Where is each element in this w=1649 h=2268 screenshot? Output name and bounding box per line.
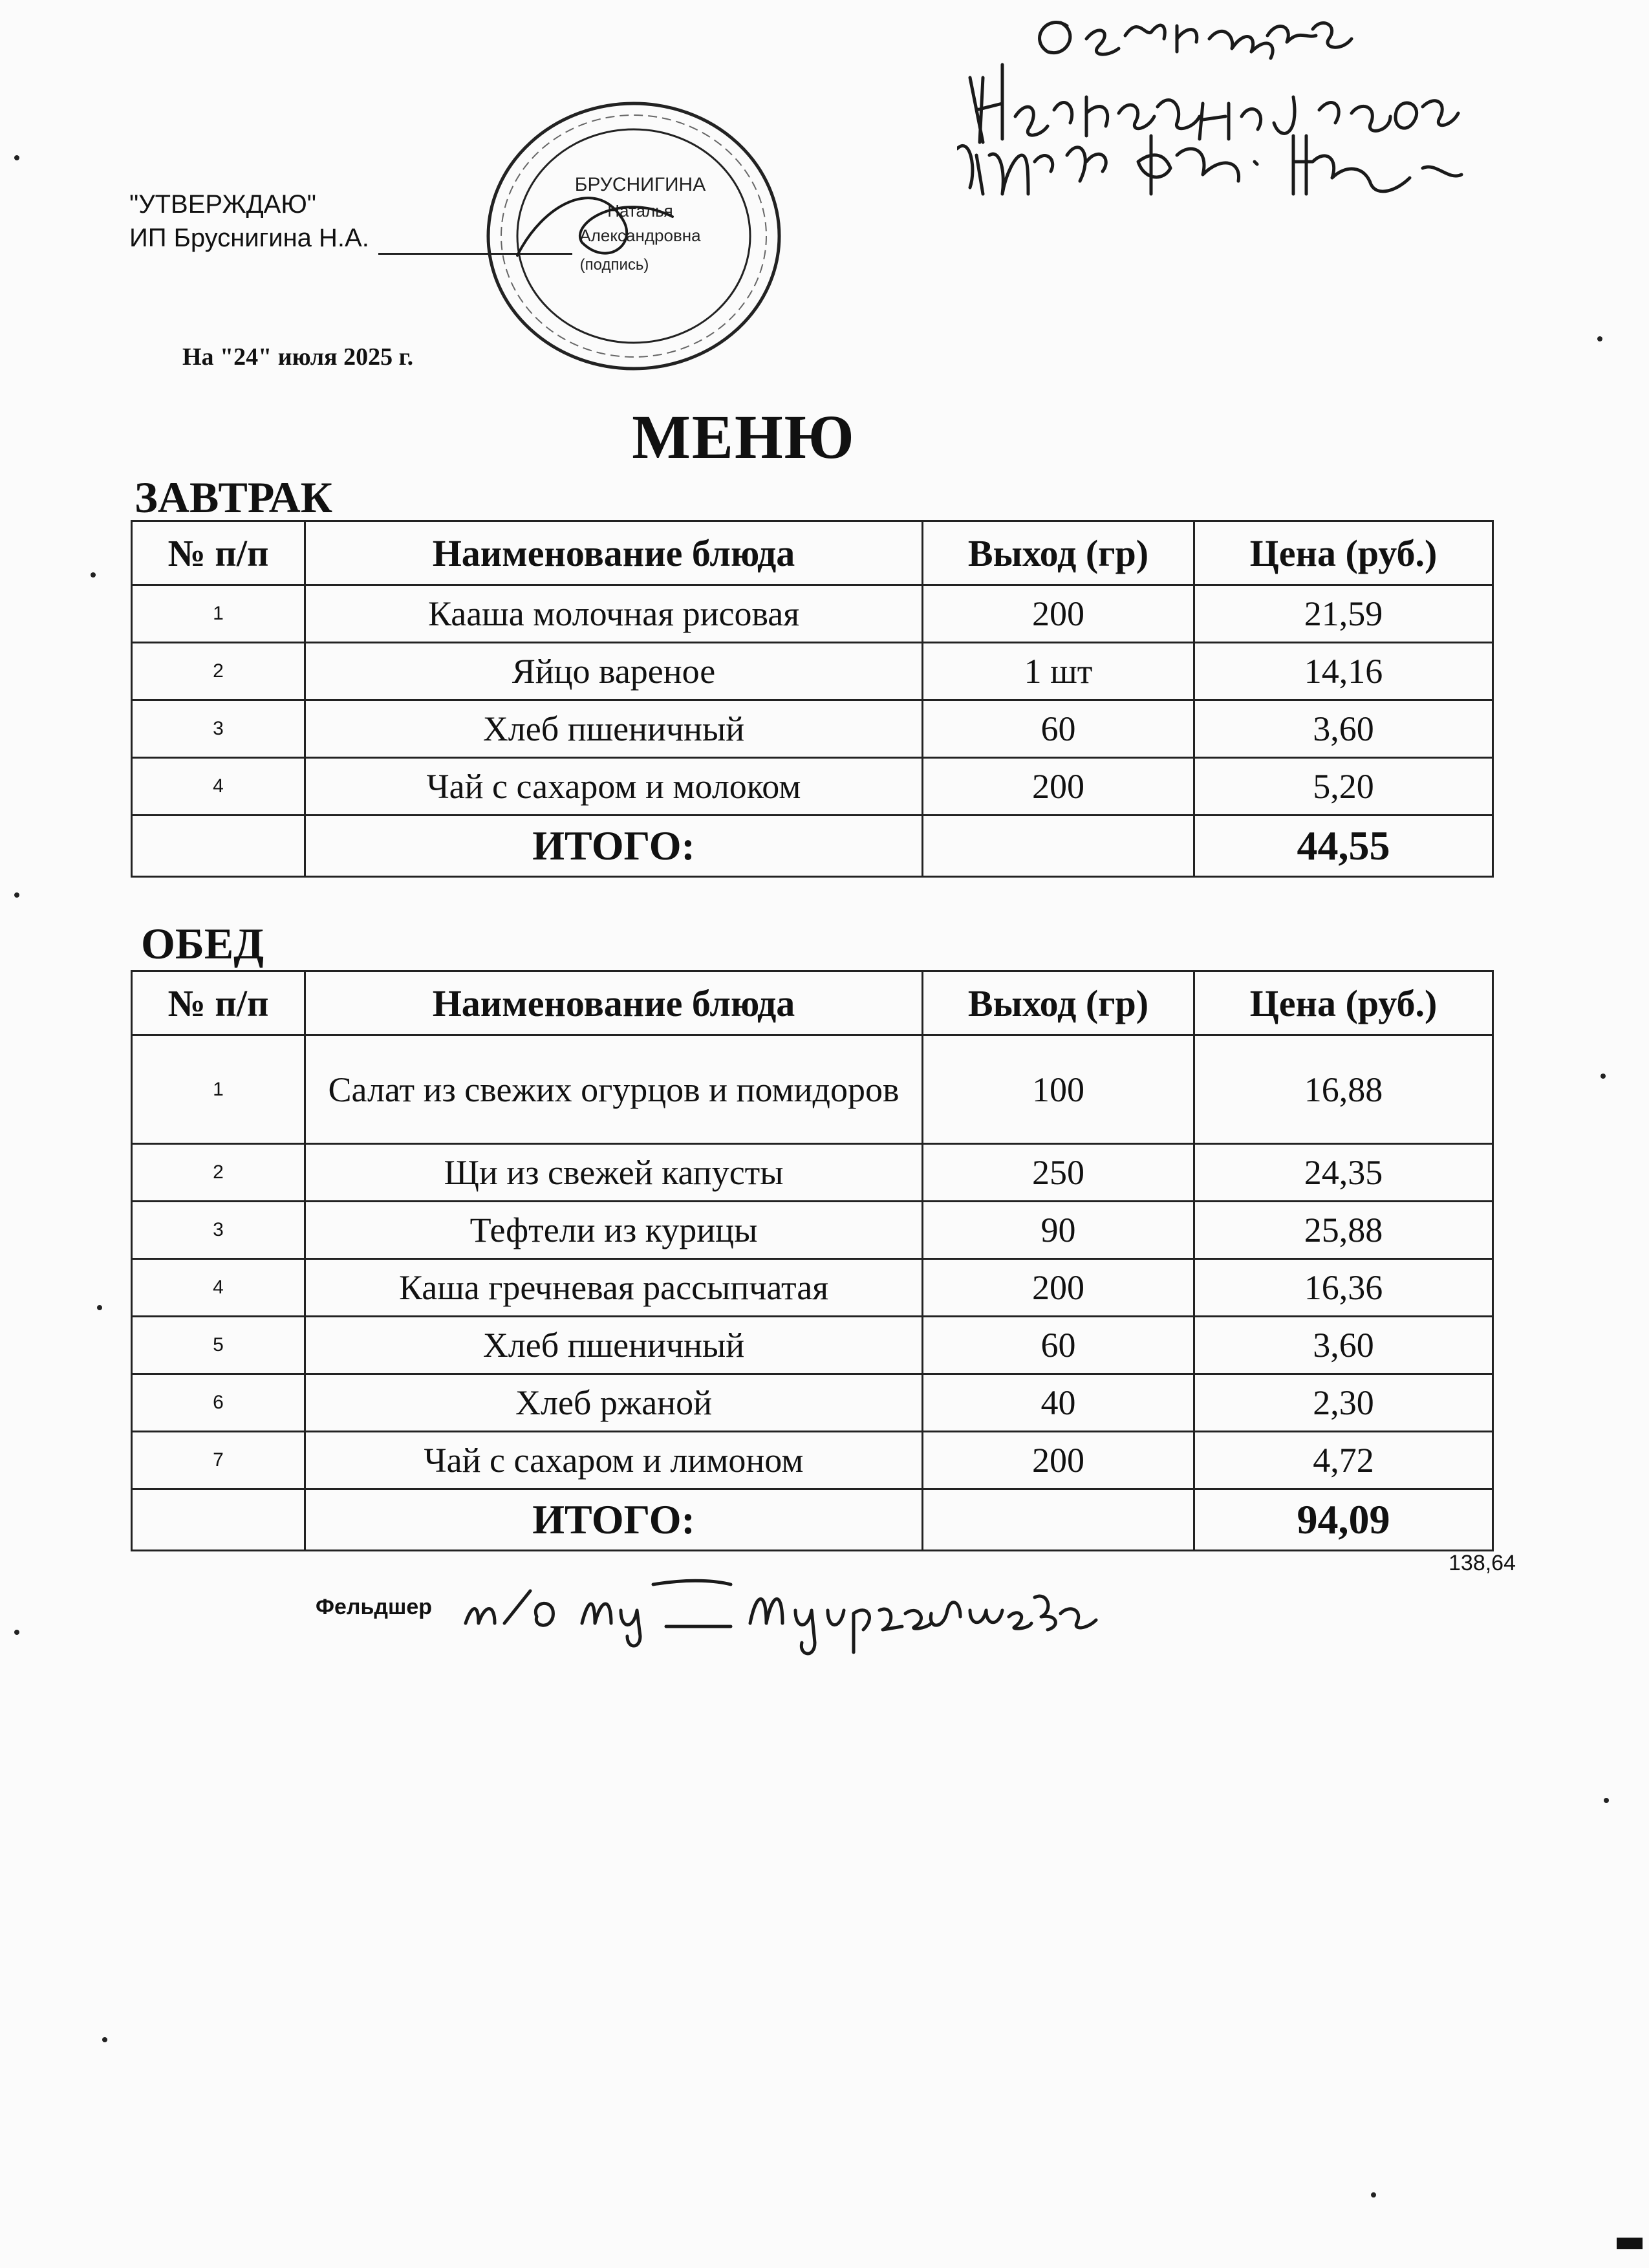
dish-price: 4,72 bbox=[1194, 1432, 1493, 1489]
dish-yield: 60 bbox=[923, 1317, 1194, 1374]
grand-total: 138,64 bbox=[1449, 1551, 1516, 1575]
total-empty-cell bbox=[923, 815, 1194, 877]
total-value: 94,09 bbox=[1194, 1489, 1493, 1551]
col-yield-header: Выход (гр) bbox=[923, 521, 1194, 585]
dish-name: Чай с сахаром и молоком bbox=[305, 758, 923, 815]
dish-name: Чай с сахаром и лимоном bbox=[305, 1432, 923, 1489]
dish-price: 3,60 bbox=[1194, 1317, 1493, 1374]
dish-price: 16,36 bbox=[1194, 1259, 1493, 1317]
dish-yield: 200 bbox=[923, 1432, 1194, 1489]
row-number: 1 bbox=[132, 585, 305, 643]
dish-yield: 200 bbox=[923, 585, 1194, 643]
scan-speck bbox=[102, 2037, 107, 2042]
breakfast-table bbox=[131, 520, 1494, 878]
dish-price: 3,60 bbox=[1194, 700, 1493, 758]
dish-yield: 200 bbox=[923, 1259, 1194, 1317]
table-row bbox=[132, 1259, 1493, 1317]
row-number: 4 bbox=[132, 1259, 305, 1317]
scan-speck bbox=[1371, 2192, 1376, 2198]
stamp-line1: БРУСНИГИНА bbox=[574, 174, 706, 195]
dish-name: Салат из свежих огурцов и помидоров bbox=[305, 1035, 923, 1144]
scan-speck bbox=[97, 1305, 102, 1310]
table-row bbox=[132, 1035, 1493, 1144]
row-number: 2 bbox=[132, 643, 305, 700]
table-row bbox=[132, 700, 1493, 758]
col-price-header: Цена (руб.) bbox=[1194, 521, 1493, 585]
table-header-row bbox=[132, 971, 1493, 1035]
dish-yield: 40 bbox=[923, 1374, 1194, 1432]
dish-name: Хлеб пшеничный bbox=[305, 700, 923, 758]
dish-name: Щи из свежей капусты bbox=[305, 1144, 923, 1202]
total-label: ИТОГО: bbox=[305, 1489, 923, 1551]
table-row bbox=[132, 1432, 1493, 1489]
dish-price: 21,59 bbox=[1194, 585, 1493, 643]
dish-price: 5,20 bbox=[1194, 758, 1493, 815]
approval-label: "УТВЕРЖДАЮ" bbox=[129, 190, 316, 219]
dish-price: 14,16 bbox=[1194, 643, 1493, 700]
row-number: 3 bbox=[132, 1202, 305, 1259]
approval-signer: ИП Бруснигина Н.А. bbox=[129, 224, 369, 252]
dish-yield: 100 bbox=[923, 1035, 1194, 1144]
table-row bbox=[132, 1374, 1493, 1432]
col-number-header: № п/п bbox=[132, 521, 305, 585]
table-row bbox=[132, 758, 1493, 815]
col-name-header: Наименование блюда bbox=[305, 971, 923, 1035]
scan-speck bbox=[14, 1630, 19, 1635]
dish-name: Хлеб пшеничный bbox=[305, 1317, 923, 1374]
scan-speck bbox=[1604, 1798, 1609, 1803]
approval-date: На "24" июля 2025 г. bbox=[182, 343, 414, 371]
total-empty-cell bbox=[923, 1489, 1194, 1551]
stamp-line2: Наталья bbox=[607, 201, 673, 221]
dish-yield: 200 bbox=[923, 758, 1194, 815]
col-price-header: Цена (руб.) bbox=[1194, 971, 1493, 1035]
dish-price: 25,88 bbox=[1194, 1202, 1493, 1259]
breakfast-title: ЗАВТРАК bbox=[135, 473, 333, 522]
dish-name: Яйцо вареное bbox=[305, 643, 923, 700]
table-header-row bbox=[132, 521, 1493, 585]
scan-speck bbox=[14, 892, 19, 898]
col-yield-header: Выход (гр) bbox=[923, 971, 1194, 1035]
medic-label: Фельдшер bbox=[316, 1595, 433, 1619]
total-empty-cell bbox=[132, 1489, 305, 1551]
scan-speck bbox=[1597, 336, 1602, 341]
page-title: МЕНЮ bbox=[632, 402, 856, 471]
dish-price: 2,30 bbox=[1194, 1374, 1493, 1432]
col-name-header: Наименование блюда bbox=[305, 521, 923, 585]
total-row bbox=[132, 1489, 1493, 1551]
scan-speck bbox=[91, 572, 96, 578]
dish-name: Тефтели из курицы bbox=[305, 1202, 923, 1259]
dish-name: Каша гречневая рассыпчатая bbox=[305, 1259, 923, 1317]
col-number-header: № п/п bbox=[132, 971, 305, 1035]
stamp-caption: (подпись) bbox=[579, 256, 649, 274]
row-number: 4 bbox=[132, 758, 305, 815]
total-value: 44,55 bbox=[1194, 815, 1493, 877]
dish-yield: 1 шт bbox=[923, 643, 1194, 700]
stamp-line3: Александровна bbox=[579, 226, 701, 245]
table-row bbox=[132, 1144, 1493, 1202]
total-label: ИТОГО: bbox=[305, 815, 923, 877]
total-empty-cell bbox=[132, 815, 305, 877]
dish-yield: 60 bbox=[923, 700, 1194, 758]
row-number: 2 bbox=[132, 1144, 305, 1202]
scan-edge-mark bbox=[1617, 2238, 1643, 2249]
table-row bbox=[132, 643, 1493, 700]
dish-yield: 250 bbox=[923, 1144, 1194, 1202]
medic-signature bbox=[453, 1565, 1132, 1662]
table-row bbox=[132, 1202, 1493, 1259]
row-number: 6 bbox=[132, 1374, 305, 1432]
dish-price: 16,88 bbox=[1194, 1035, 1493, 1144]
dish-name: Хлеб ржаной bbox=[305, 1374, 923, 1432]
scan-speck bbox=[14, 155, 19, 160]
table-row bbox=[132, 585, 1493, 643]
row-number: 1 bbox=[132, 1035, 305, 1144]
dish-yield: 90 bbox=[923, 1202, 1194, 1259]
dish-price: 24,35 bbox=[1194, 1144, 1493, 1202]
lunch-table bbox=[131, 970, 1494, 1551]
handwritten-acknowledgement bbox=[957, 0, 1604, 220]
dish-name: Кааша молочная рисовая bbox=[305, 585, 923, 643]
row-number: 5 bbox=[132, 1317, 305, 1374]
total-row bbox=[132, 815, 1493, 877]
table-row bbox=[132, 1317, 1493, 1374]
lunch-title: ОБЕД bbox=[141, 919, 264, 968]
scan-speck bbox=[1600, 1074, 1606, 1079]
company-stamp bbox=[479, 94, 789, 378]
row-number: 3 bbox=[132, 700, 305, 758]
row-number: 7 bbox=[132, 1432, 305, 1489]
